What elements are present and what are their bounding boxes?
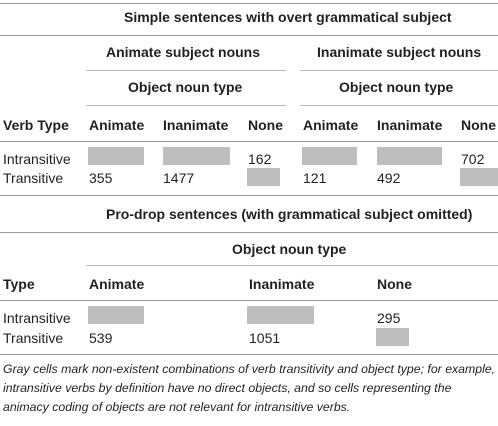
cell-value: 539 — [89, 330, 113, 346]
gray-cell — [88, 147, 144, 165]
cell-value: 295 — [377, 310, 401, 326]
subgroup-rule-left — [86, 105, 286, 106]
col-header-inanimate-2: Inanimate — [377, 117, 443, 133]
group-rule-right — [300, 70, 498, 71]
col-header-animate: Animate — [89, 276, 145, 292]
table-1-title: Simple sentences with overt grammatical subject — [124, 9, 452, 25]
gray-cell — [460, 168, 498, 186]
col-header-none: None — [377, 276, 412, 292]
group-rule-left — [86, 70, 286, 71]
col-header-animate-1: Animate — [89, 117, 145, 133]
table-caption: Gray cells mark non-existent combinations of verb transitivity and object type; for example, intransitive verbs by definition have no direct objects, and so cells representing the animacy coding of objects are not relevant for intransitive verbs. — [3, 362, 496, 414]
top-rule — [0, 3, 498, 4]
cell-value: 162 — [248, 151, 272, 167]
col-header-none-1: None — [248, 117, 283, 133]
row-label: Intransitive — [3, 310, 71, 326]
object-noun-type-right: Object noun type — [339, 79, 454, 95]
cell-value: 702 — [461, 151, 485, 167]
group-header-animate-subject: Animate subject nouns — [106, 44, 261, 60]
cell-value: 492 — [377, 170, 401, 186]
table-2-bottom-rule — [0, 354, 498, 355]
col-header-none-2: None — [461, 117, 496, 133]
gray-cell — [247, 168, 280, 186]
cell-value: 1051 — [249, 330, 281, 346]
gray-cell — [163, 147, 230, 165]
header-rule — [0, 141, 498, 142]
col-header-inanimate-1: Inanimate — [163, 117, 229, 133]
table-2-title: Pro-drop sentences (with grammatical subject omitted) — [106, 206, 473, 222]
gray-cell — [247, 306, 314, 324]
group-header-inanimate-subject: Inanimate subject nouns — [317, 44, 482, 60]
table-2-title-rule — [0, 232, 498, 233]
gray-cell — [376, 328, 409, 346]
object-noun-type-left: Object noun type — [128, 79, 243, 95]
row-label: Transitive — [3, 170, 64, 186]
object-noun-type: Object noun type — [232, 241, 347, 257]
table-1-bottom-rule — [0, 195, 498, 196]
title-rule — [0, 35, 498, 36]
gray-cell — [88, 306, 144, 324]
table-2-subgroup-rule — [86, 265, 498, 266]
cell-value: 355 — [89, 170, 113, 186]
gray-cell — [302, 147, 357, 165]
type-header: Type — [3, 276, 35, 292]
row-label: Transitive — [3, 330, 64, 346]
gray-cell — [377, 147, 442, 165]
cell-value: 1477 — [163, 170, 195, 186]
col-header-inanimate: Inanimate — [249, 276, 315, 292]
col-header-animate-2: Animate — [303, 117, 359, 133]
cell-value: 121 — [303, 170, 327, 186]
row-label: Intransitive — [3, 151, 71, 167]
table-2-header-rule — [0, 300, 498, 301]
subgroup-rule-right — [300, 105, 498, 106]
verb-type-header: Verb Type — [3, 117, 69, 133]
